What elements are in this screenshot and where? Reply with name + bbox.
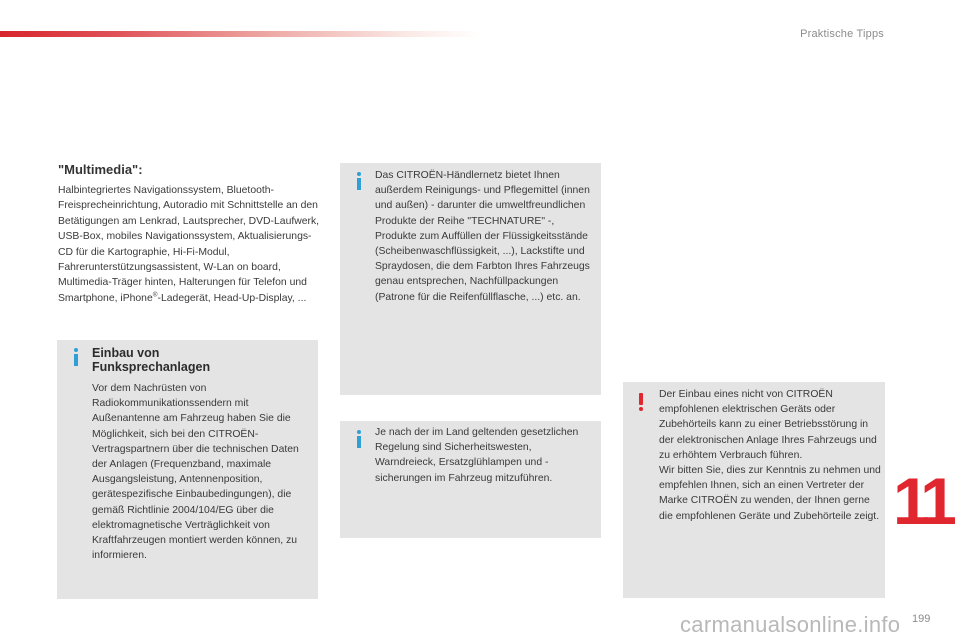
registered-mark: ®: [152, 291, 158, 299]
radio-box-text: Vor dem Nachrüsten von Radiokommunikationssendern mit Außenantenne am Fahrzeug haben Sie die Möglichkeit, sich bei den CITROËN-Vertragspartnern über die technischen Daten der Anlagen (Frequenzband, maximale Ausgangsleistung, Antennenposition, gerätespezifische Einbaubedingungen), die gemäß Richtlinie 2004/104/EG über die elektromagnetische Verträglichkeit von Kraftfahrzeugen montiert werden können, zu informieren.: [92, 383, 299, 562]
multimedia-text-end: -Ladegerät, Head-Up-Display, ...: [157, 292, 307, 304]
header-accent-bar: [0, 31, 480, 37]
multimedia-heading: "Multimedia":: [58, 162, 143, 177]
info-icon: [355, 172, 363, 190]
warning-paragraph-1: Der Einbau eines nicht von CITROËN empfohlenen elektrischen Geräts oder Zubehörteils kann zu einer Betriebsstörung in der elektronischen Anlage Ihres Fahrzeugs und zu erhöhtem Verbrauch führen.: [659, 389, 877, 461]
warning-paragraph-2: Wir bitten Sie, dies zur Kenntnis zu nehmen und empfehlen Ihnen, sich an einen Vertreter der Marke CITROËN zu wenden, der Ihnen gerne die empfohlenen Geräte und Zubehörteile zeigt.: [659, 465, 881, 522]
warning-box: [623, 382, 885, 598]
info-icon: [355, 430, 363, 448]
multimedia-text-main: Halbintegriertes Navigationssystem, Bluetooth-Freisprecheinrichtung, Autoradio mit Schnittstelle an den Betätigungen am Lenkrad, Lautsprecher, DVD-Laufwerk, USB-Box, mobiles Navigationssystem, Aktualisierungs-CD für die Kartographie, Hi-Fi-Modul, Fahrerunterstützungsassistent, W-Lan on board, Multimedia-Träger hinten, Halterungen für Telefon und Smartphone, iPhone: [58, 185, 320, 304]
safety-info-box: [340, 421, 601, 538]
safety-box-text: Je nach der im Land geltenden gesetzlichen Regelung sind Sicherheitswesten, Warndreieck, Ersatzglühlampen und -sicherungen im Fahrzeug mitzuführen.: [375, 427, 579, 484]
section-title: Praktische Tipps: [800, 28, 884, 40]
technature-info-box: [340, 163, 601, 395]
info-icon: [72, 348, 80, 366]
exclamation-icon: [637, 393, 645, 411]
chapter-number: 11: [893, 464, 951, 538]
radio-info-box: [57, 340, 318, 599]
warning-box-text: [659, 387, 881, 524]
radio-box-title: Einbau von Funksprechanlagen: [92, 346, 211, 374]
multimedia-text: [58, 183, 320, 306]
watermark[interactable]: carmanualsonline.info: [680, 612, 901, 637]
technature-box-text: Das CITROËN-Händlernetz bietet Ihnen außerdem Reinigungs- und Pflegemittel (innen und außen) - darunter die umweltfreundlichen Produkte der Reihe "TECHNATURE" -, Produkte zum Auffüllen der Flüssigkeitsstände (Scheibenwaschflüssigkeit, ...), Lackstifte und Spraydosen, die dem Farbton Ihres Fahrzeugs genau entsprechen, Nachfüllpackungen (Patrone für die Reifenfüllflasche, ...) etc. an.: [375, 170, 590, 303]
page-number: 199: [912, 613, 931, 625]
